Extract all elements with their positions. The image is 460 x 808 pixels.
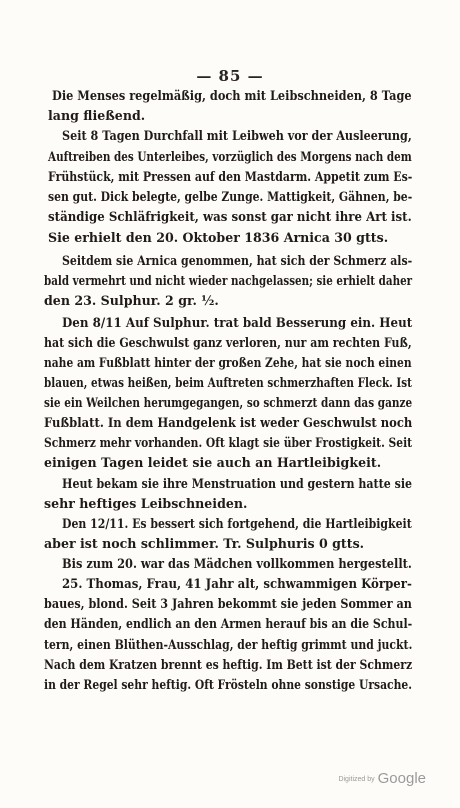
text-line: ständige Schläfrigkeit, was sonst gar nicht ihre Art ist. [48, 209, 412, 224]
text-line: aber ist noch schlimmer. Tr. Sulphuris 0 gtts. [44, 536, 365, 551]
text-line: Schmerz mehr vorhanden. Oft klagt sie über Frostigkeit. Seit [44, 435, 413, 450]
text-line: Die Menses regelmäßig, doch mit Leibschneiden, 8 Tage [52, 88, 412, 103]
page-number: — 85 — [196, 67, 264, 85]
text-line: nahe am Fußblatt hinter der großen Zehe, hat sie noch einen [44, 355, 412, 370]
text-line: einigen Tagen leidet sie auch an Hartleibigkeit. [44, 455, 382, 470]
text-line: blauen, etwas heißen, beim Auftreten schmerzhaften Fleck. Ist [44, 375, 412, 390]
text-line: Seitdem sie Arnica genommen, hat sich der Schmerz als- [62, 253, 413, 268]
text-line: tern, einen Blüthen-Ausschlag, der heftig grimmt und juckt. [44, 637, 413, 652]
watermark-prefix: Digitized by [338, 776, 375, 783]
text-line: sen gut. Dick belegte, gelbe Zunge. Mattigkeit, Gähnen, be- [48, 189, 413, 204]
text-line: Seit 8 Tagen Durchfall mit Leibweh vor der Ausleerung, [62, 128, 412, 143]
text-line: Den 8/11 Auf Sulphur. trat bald Besserung ein. Heut [62, 315, 413, 330]
text-line: 25. Thomas, Frau, 41 Jahr alt, schwammigen Körper- [62, 576, 412, 591]
text-line: Den 12/11. Es bessert sich fortgehend, die Hartleibigkeit [62, 516, 412, 531]
text-line: den Händen, endlich an den Armen herauf bis an die Schul- [44, 616, 413, 631]
text-line: hat sich die Geschwulst ganz verloren, nur am rechten Fuß, [44, 335, 412, 350]
digitized-watermark [338, 770, 426, 788]
text-line: Sie erhielt den 20. Oktober 1836 Arnica 30 gtts. [48, 230, 389, 245]
text-line: bald vermehrt und nicht wieder nachgelassen; sie erhielt daher [44, 273, 413, 288]
text-line: Bis zum 20. war das Mädchen vollkommen hergestellt. [62, 556, 412, 571]
text-line: in der Regel sehr heftig. Oft Frösteln ohne sonstige Ursache. [44, 677, 412, 692]
text-line: Heut bekam sie ihre Menstruation und gestern hatte sie [62, 476, 413, 491]
watermark-brand: Google [377, 770, 426, 787]
text-line: sehr heftiges Leibschneiden. [44, 496, 248, 511]
text-line: Frühstück, mit Pressen auf den Mastdarm. Appetit zum Es- [48, 169, 413, 184]
text-line: Auftreiben des Unterleibes, vorzüglich des Morgens nach dem [48, 149, 412, 164]
text-line: lang fließend. [48, 108, 146, 123]
text-line: baues, blond. Seit 3 Jahren bekommt sie jeden Sommer an [44, 596, 412, 611]
text-line: sie ein Weilchen herumgegangen, so schmerzt dann das ganze [44, 395, 413, 410]
text-line: Fußblatt. In dem Handgelenk ist weder Geschwulst noch [44, 415, 413, 430]
text-line: den 23. Sulphur. 2 gr. ½. [44, 293, 219, 308]
text-line: Nach dem Kratzen brennt es heftig. Im Bett ist der Schmerz [44, 657, 413, 672]
